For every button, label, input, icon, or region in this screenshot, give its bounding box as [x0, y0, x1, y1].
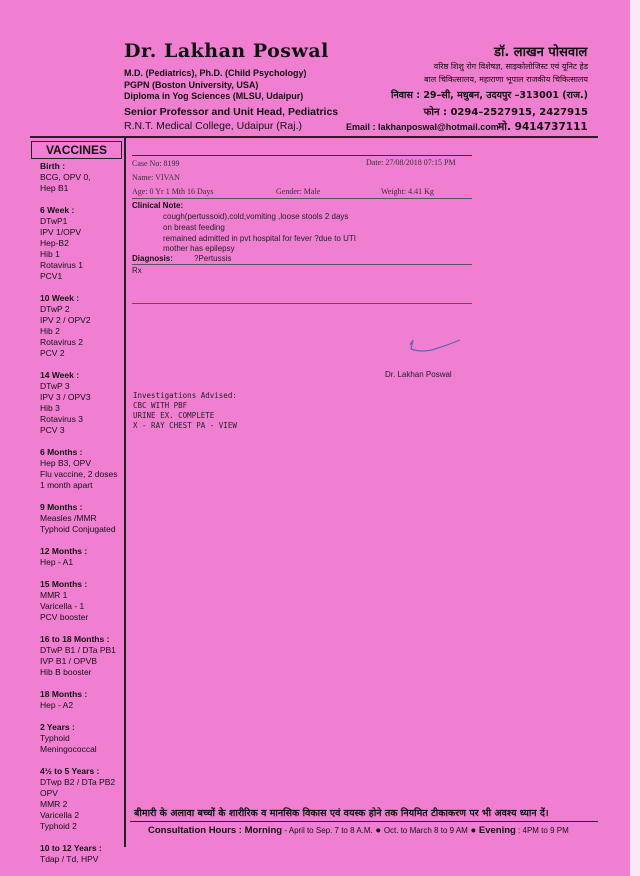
evening-label: Evening [478, 825, 516, 836]
vaccine-item: Hep B3, OPV [40, 458, 92, 468]
vaccine-item: Hep - A1 [40, 557, 74, 567]
address-hindi: निवास : 29–सी, मधुबन, उदयपुर –313001 (राज.) [391, 90, 588, 101]
vaccine-group [40, 161, 124, 194]
vaccine-group-heading: 10 to 12 Years : [40, 843, 102, 853]
morning-time-summer: - April to Sep. 7 to 8 A.M. [282, 826, 373, 835]
qualification-line-1: M.D. (Pediatrics), Ph.D. (Child Psychology) [124, 68, 307, 78]
vaccine-group [40, 370, 124, 436]
vaccine-item: Rotavirus 1 [40, 260, 83, 270]
investigations-label: Investigations Advised: [133, 391, 237, 400]
vaccine-item: Hep - A2 [40, 700, 74, 710]
vaccine-item: IVP B1 / OPVB [40, 656, 98, 666]
vaccine-group-heading: 15 Months : [40, 579, 88, 589]
clinical-note-line: on breast feeding [163, 223, 225, 232]
clinical-note-line: remained admitted in pvt hospital for fever ?due to UTI [163, 234, 356, 243]
investigation-item: CBC WITH PBF [133, 401, 188, 410]
vaccine-item: DTwP B1 / DTa PB1 [40, 645, 116, 655]
info-rule [132, 198, 472, 199]
vaccine-group [40, 843, 124, 865]
vaccine-item: PCV1 [40, 271, 63, 281]
vaccine-group-heading: 10 Week : [40, 293, 80, 303]
vaccine-item: DTwP 2 [40, 304, 70, 314]
patient-weight: Weight: 4.41 Kg [381, 187, 434, 196]
evening-time: : 4PM to 9 PM [515, 826, 569, 835]
investigation-item: X - RAY CHEST PA - VIEW [133, 421, 237, 430]
rx-label: Rx [132, 266, 142, 275]
qualification-line-3: Diploma in Yog Sciences (MLSU, Udaipur) [124, 91, 304, 101]
vaccine-group-heading: 4½ to 5 Years : [40, 766, 100, 776]
vaccine-group [40, 722, 124, 755]
vaccine-item: IPV 3 / OPV3 [40, 392, 91, 402]
vaccine-item: Tdap / Td, HPV [40, 854, 99, 864]
vaccine-group [40, 766, 124, 832]
column-divider [124, 137, 126, 847]
diagnosis-label: Diagnosis: [132, 254, 173, 263]
vaccine-item: Rotavirus 2 [40, 337, 83, 347]
vaccine-group-heading: 18 Months : [40, 689, 88, 699]
vaccine-item: Typhoid Conjugated [40, 524, 116, 534]
footer-slogan-hindi: बीमारी के अलावा बच्चों के शारीरिक व मानसिक विकास एवं वयस्क होने तक नियमित टीकाकरण पर भी अवश्य ध्यान दें। [134, 808, 549, 819]
vaccine-item: DTwp B2 / DTa PB2 [40, 777, 116, 787]
clinical-note-line: mother has epilepsy [163, 244, 235, 253]
vaccine-item: 1 month apart [40, 480, 93, 490]
doctor-name: Dr. Lakhan Poswal [124, 40, 329, 62]
signature-name: Dr. Lakhan Poswal [385, 370, 452, 379]
visit-date: Date: 27/08/2018 07:15 PM [366, 158, 456, 167]
vaccine-group [40, 579, 124, 623]
consultation-label: Consultation Hours : [148, 825, 242, 836]
vaccine-group [40, 634, 124, 678]
footer-divider [130, 821, 598, 822]
case-number: Case No: 8199 [132, 159, 180, 168]
patient-gender: Gender: Male [276, 187, 321, 196]
vaccine-group [40, 447, 124, 491]
consultation-hours: Consultation Hours : Morning - April to Sep. 7 to 8 A.M. ● Oct. to March 8 to 9 AM ● Evening : 4PM to 9 PM [148, 825, 569, 836]
morning-label: Morning [244, 825, 283, 836]
vaccine-group-heading: 9 Months : [40, 502, 83, 512]
vaccine-item: Hib 2 [40, 326, 60, 336]
vaccine-item: Measles /MMR [40, 513, 97, 523]
position: Senior Professor and Unit Head, Pediatrics [124, 106, 339, 118]
rx-top-rule [132, 155, 472, 156]
college: R.N.T. Medical College, Udaipur (Raj.) [124, 120, 302, 132]
investigation-item: URINE EX. COMPLETE [133, 411, 215, 420]
vaccines-title: VACCINES [31, 141, 122, 159]
vaccine-group-heading: 16 to 18 Months : [40, 634, 110, 644]
vaccine-schedule [40, 161, 124, 876]
morning-time-winter: Oct. to March 8 to 9 AM [383, 826, 468, 835]
vaccine-item: DTwP 3 [40, 381, 70, 391]
qualification-line-2: PGPN (Boston University, USA) [124, 80, 259, 90]
patient-age: Age: 0 Yr 1 Mth 16 Days [132, 187, 214, 196]
email: Email : lakhanposwal@hotmail.com [346, 122, 499, 132]
vaccine-item: PCV booster [40, 612, 89, 622]
header-divider [30, 136, 598, 138]
vaccine-item: OPV [40, 788, 58, 798]
signature [402, 337, 466, 357]
vaccine-item: Hib B booster [40, 667, 92, 677]
mobile: मो. 9414737111 [498, 121, 588, 133]
vaccine-item: MMR 2 [40, 799, 68, 809]
vaccine-item: IPV 1/OPV [40, 227, 82, 237]
patient-name: Name: VIVAN [132, 173, 180, 182]
rx-bottom-rule [132, 303, 472, 304]
vaccine-group-heading: 6 Week : [40, 205, 75, 215]
vaccine-group-heading: 2 Years : [40, 722, 75, 732]
vaccine-item: Typhoid 2 [40, 821, 77, 831]
vaccine-group-heading: 6 Months : [40, 447, 83, 457]
vaccine-group [40, 205, 124, 282]
vaccine-item: Flu vaccine, 2 doses [40, 469, 118, 479]
vaccine-group-heading: 12 Months : [40, 546, 88, 556]
vaccine-group-heading: 14 Week : [40, 370, 80, 380]
vaccine-group [40, 546, 124, 568]
vaccine-item: Rotavirus 3 [40, 414, 83, 424]
vaccine-item: PCV 2 [40, 348, 65, 358]
phone-hindi: फोन : 0294–2527915, 2427915 [423, 107, 588, 118]
designation-hindi-1: वरिष्ठ शिशु रोग विशेषज्ञ, साइकोलोजिस्ट एवं यूनिट हेड [433, 62, 588, 71]
vaccine-item: MMR 1 [40, 590, 68, 600]
vaccine-item: DTwP1 [40, 216, 68, 226]
vaccine-group [40, 293, 124, 359]
diagnosis-value: ?Pertussis [194, 254, 232, 263]
vaccine-item: BCG, OPV 0, [40, 172, 91, 182]
clinical-note-label: Clinical Note: [132, 201, 184, 210]
vaccine-item: Hep B1 [40, 183, 69, 193]
doctor-name-hindi: डॉ. लाखन पोसवाल [494, 45, 588, 60]
vaccine-item: Hep-B2 [40, 238, 69, 248]
vaccine-group [40, 689, 124, 711]
vaccine-item: Meningococcal [40, 744, 97, 754]
vaccine-group-heading: Birth : [40, 161, 66, 171]
vaccine-item: Hib 3 [40, 403, 60, 413]
page-edge [630, 0, 640, 876]
vaccine-item: IPV 2 / OPV2 [40, 315, 91, 325]
vaccine-item: Varicella - 1 [40, 601, 85, 611]
vaccine-item: Varicella 2 [40, 810, 80, 820]
vaccine-item: Hib 1 [40, 249, 60, 259]
vaccine-item: Typhoid [40, 733, 70, 743]
vaccine-group [40, 502, 124, 535]
vaccine-item: PCV 3 [40, 425, 65, 435]
diagnosis-rule [132, 264, 472, 265]
designation-hindi-2: बाल चिकित्सालय, महाराणा भूपाल राजकीय चिकित्सालय [424, 75, 588, 84]
clinical-note-line: cough(pertussoid),cold,vomiting ,loose stools 2 days [163, 212, 349, 221]
